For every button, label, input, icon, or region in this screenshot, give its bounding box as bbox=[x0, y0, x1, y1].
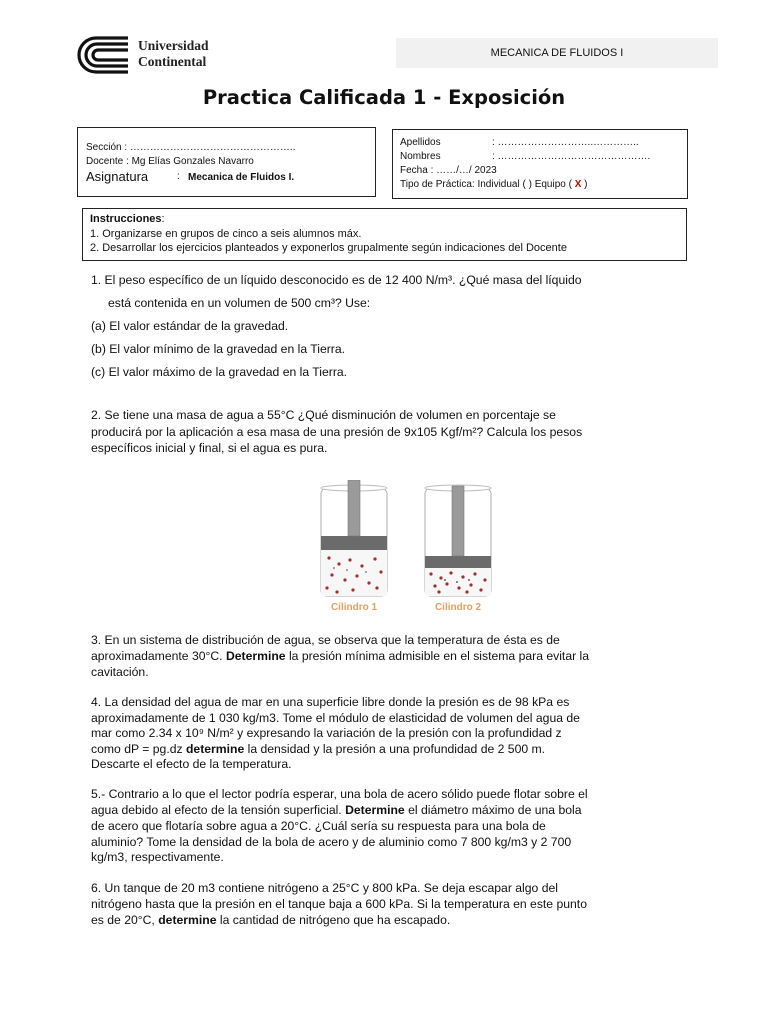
university-logo bbox=[76, 36, 246, 76]
university-emblem-icon bbox=[76, 36, 132, 74]
q5-line-5: kg/m3, respectivamente. bbox=[91, 850, 224, 864]
q5-determine: Determine bbox=[345, 803, 405, 817]
q3-line-1: 3. En un sistema de distribución de agua, se observa que la temperatura de ésta es de bbox=[91, 633, 560, 647]
apellidos-label: Apellidos bbox=[400, 137, 441, 148]
q4-line-3: mar como 2.34 x 10⁹ N/m² y expresando la variación de la presión con la profundidad z bbox=[91, 726, 562, 740]
page-title: Practica Calificada 1 - Exposición bbox=[202, 86, 566, 109]
docente-field: Docente : Mg Elías Gonzales Navarro bbox=[86, 156, 254, 167]
q6-determine: determine bbox=[158, 913, 217, 927]
instructions-heading-colon: : bbox=[161, 213, 165, 225]
cylinder-2 bbox=[425, 485, 491, 613]
asignatura-label: Asignatura bbox=[86, 169, 149, 184]
q6-line-3-end: la cantidad de nitrógeno que ha escapado. bbox=[216, 913, 451, 927]
tipo-practica-suffix: ) bbox=[584, 179, 588, 190]
university-name-line2: Continental bbox=[138, 54, 207, 69]
section-info-box bbox=[77, 127, 376, 197]
instruction-item-2: 2. Desarrollar los ejercicios planteados y exponerlos grupalmente según indicaciones del Docente bbox=[90, 242, 567, 254]
cylinder-1-label: Cilindro 1 bbox=[330, 602, 378, 613]
q3-line-2-start: aproximadamente 30°C. bbox=[91, 649, 226, 663]
instructions-heading bbox=[90, 213, 165, 225]
instructions-heading-text: Instrucciones bbox=[90, 213, 162, 225]
q1-option-b: (b) El valor mínimo de la gravedad en la Tierra. bbox=[91, 342, 346, 356]
instruction-item-1: 1. Organizarse en grupos de cinco a seis alumnos máx. bbox=[90, 228, 362, 240]
q1-option-c: (c) El valor máximo de la gravedad en la Tierra. bbox=[91, 365, 348, 379]
fecha-field: Fecha : ……/…/ 2023 bbox=[400, 165, 497, 176]
q4-line-1: 4. La densidad del agua de mar en una superficie libre donde la presión es de 98 kPa es bbox=[91, 695, 570, 709]
q1-line-1: 1. El peso específico de un líquido desconocido es de 12 400 N/m³. ¿Qué masa del líquido bbox=[91, 273, 582, 287]
cylinders-figure bbox=[317, 480, 507, 620]
q5-line-3: de acero que flotaría sobre agua a 20°C. ¿Cuál sería su respuesta para una bola de bbox=[91, 819, 546, 833]
tipo-practica-field bbox=[400, 179, 588, 190]
nombres-field: : ………………………………………. bbox=[492, 151, 651, 162]
q6-line-2: nitrógeno hasta que la presión en el tanque baja a 600 kPa. Si la temperatura en este punto bbox=[91, 897, 587, 911]
cylinders-illustration bbox=[317, 480, 507, 620]
q3-determine: Determine bbox=[225, 649, 286, 663]
seccion-field: Sección : ………………………………………….. bbox=[86, 142, 296, 153]
q5-line-2-start: agua debido al efecto de la tensión superficial. bbox=[91, 803, 346, 817]
q5-line-2 bbox=[91, 802, 582, 818]
asignatura-value: Mecanica de Fluidos I. bbox=[188, 172, 295, 183]
q5-line-2-end: el diámetro máximo de una bola bbox=[404, 803, 582, 817]
q4-line-4-start: como dP = pg.dz bbox=[91, 742, 186, 756]
q6-line-3-start: es de 20°C, bbox=[91, 913, 159, 927]
q6-line-1: 6. Un tanque de 20 m3 contiene nitrógeno a 25°C y 800 kPa. Se deja escapar algo del bbox=[91, 881, 558, 895]
q5-line-1: 5.- Contrario a lo que el lector podría esperar, una bola de acero sólido puede flotar sobre el bbox=[91, 787, 588, 801]
instructions-box bbox=[82, 208, 687, 261]
q5-line-4: aluminio? Tome la densidad de la bola de acero y de aluminio como 7 800 kg/m3 y 2 700 bbox=[91, 835, 572, 849]
student-info-box bbox=[392, 129, 688, 199]
course-header-box bbox=[396, 38, 718, 68]
university-name bbox=[138, 38, 209, 70]
cylinder-1 bbox=[321, 480, 387, 613]
equipo-mark: X bbox=[574, 179, 582, 190]
nombres-label: Nombres bbox=[400, 151, 441, 162]
university-name-line1: Universidad bbox=[138, 38, 209, 53]
apellidos-field: : ………………………..………….. bbox=[492, 137, 639, 148]
q4-line-2: aproximadamente de 1 030 kg/m3. Tome el módulo de elasticidad de volumen del agua de bbox=[91, 711, 580, 725]
q4-line-4-end: la densidad y la presión a una profundidad de 2 500 m. bbox=[244, 742, 546, 756]
q1-option-a: (a) El valor estándar de la gravedad. bbox=[91, 319, 289, 333]
q4-determine: determine bbox=[185, 742, 245, 756]
q2-line-3: específicos inicial y final, si el agua es pura. bbox=[91, 441, 328, 455]
q3-line-3: cavitación. bbox=[91, 665, 149, 679]
q6-line-3 bbox=[91, 912, 450, 928]
q3-line-2 bbox=[91, 648, 589, 664]
q4-line-4 bbox=[91, 741, 545, 757]
cylinder-2-label: Cilindro 2 bbox=[434, 602, 482, 613]
q1-line-2: está contenida en un volumen de 500 cm³? Use: bbox=[108, 296, 371, 310]
asignatura-separator: : bbox=[177, 171, 180, 182]
course-name: MECANICA DE FLUIDOS I bbox=[490, 47, 624, 59]
q2-line-2: producirá por la aplicación a esa masa de una presión de 9x105 Kgf/m²? Calcula los pesos bbox=[91, 425, 583, 439]
q2-line-1: 2. Se tiene una masa de agua a 55°C ¿Qué disminución de volumen en porcentaje se bbox=[91, 408, 556, 422]
tipo-practica-prefix: Tipo de Práctica: Individual ( ) Equipo ( bbox=[400, 179, 572, 190]
q3-line-2-end: la presión mínima admisible en el sistema para evitar la bbox=[285, 649, 590, 663]
q4-line-5: Descarte el efecto de la temperatura. bbox=[91, 757, 292, 771]
